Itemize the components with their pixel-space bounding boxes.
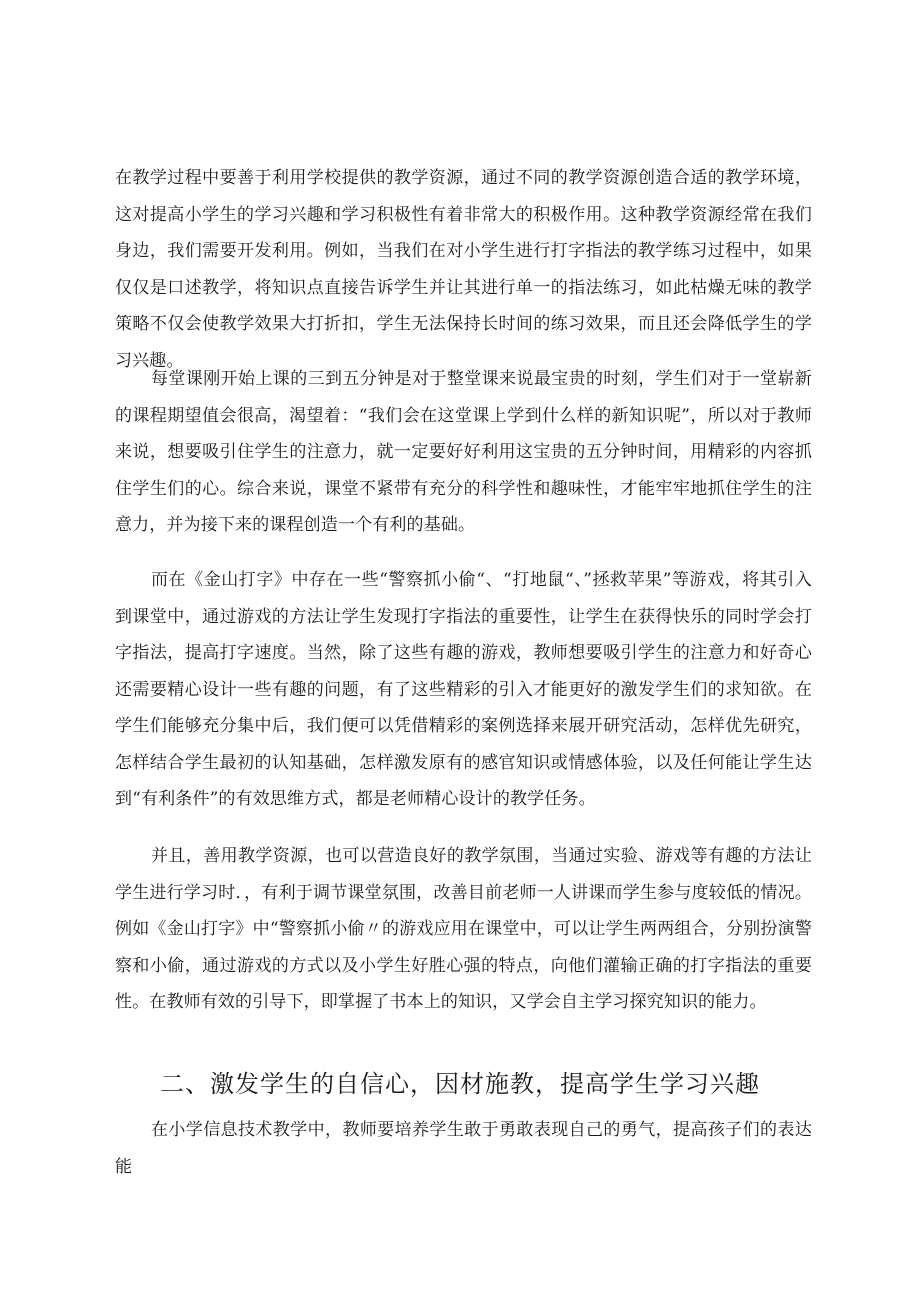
closing-paragraph: 在小学信息技术教学中，教师要培养学生敢于勇敢表现自己的勇气，提高孩子们的表达能	[115, 1120, 812, 1177]
body-paragraph-2: 每堂课刚开始上课的三到五分钟是对于整堂课来说最宝贵的时刻，学生们对于一堂崭新的课程期望值会很高，渴望着：“我们会在这堂课上学到什么样的新知识呢”，所以对于教师来说，想要吸引住学生的注意力，就一定要好好利用这宝贵的五分钟时间，用精彩的内容抓住学生们的心。综合来说，课堂不紧带有充分的科学性和趣味性，才能牢牢地抓住学生的注意力，并为接下来的课程创造一个有利的基础。	[115, 369, 812, 535]
body-paragraph-4: 并且，善用教学资源，也可以营造良好的教学氛围，当通过实验、游戏等有趣的方法让学生进行学习时．，有利于调节课堂氛围，改善目前老师一人讲课而学生参与度较低的情况。例如《金山打字》中“警察抓小偷〃的游戏应用在课堂中，可以让学生两两组合，分别扮演警察和小偷，通过游戏的方式以及小学生好胜心强的特点，向他们灌输正确的打字指法的重要性。在教师有效的引导下，即掌握了书本上的知识，又学会自主学习探究知识的能力。	[115, 846, 812, 1012]
body-paragraph-1: 在教学过程中要善于利用学校提供的教学资源，通过不同的教学资源创造合适的教学环境，这对提高小学生的学习兴趣和学习积极性有着非常大的积极作用。这种教学资源经常在我们身边，我们需要开发利用。例如，当我们在对小学生进行打字指法的教学练习过程中，如果仅仅是口述教学，将知识点直接告诉学生并让其进行单一的指法练习，如此枯燥无味的教学策略不仅会使教学效果大打折扣，学生无法保持长时间的练习效果，而且还会降低学生的学习兴趣。	[115, 168, 812, 371]
section-heading: 二、激发学生的自信心，因材施教，提高学生学习兴趣	[160, 1070, 760, 1098]
body-paragraph-3: 而在《金山打字》中存在一些“警察抓小偷“、“打地鼠“、”拯救苹果”等游戏，将其引入到课堂中，通过游戏的方法让学生发现打字指法的重要性，让学生在获得快乐的同时学会打字指法，提高打字速度。当然，除了这些有趣的游戏，教师想要吸引学生的注意力和好奇心还需要精心设计一些有趣的问题，有了这些精彩的引入才能更好的激发学生们的求知欲。在学生们能够充分集中后，我们便可以凭借精彩的案例选择来展开研究活动，怎样优先研究，怎样结合学生最初的认知基础，怎样激发原有的感官知识或情感体验，以及任何能让学生达到“有利条件”的有效思维方式，都是老师精心设计的教学任务。	[115, 570, 812, 809]
